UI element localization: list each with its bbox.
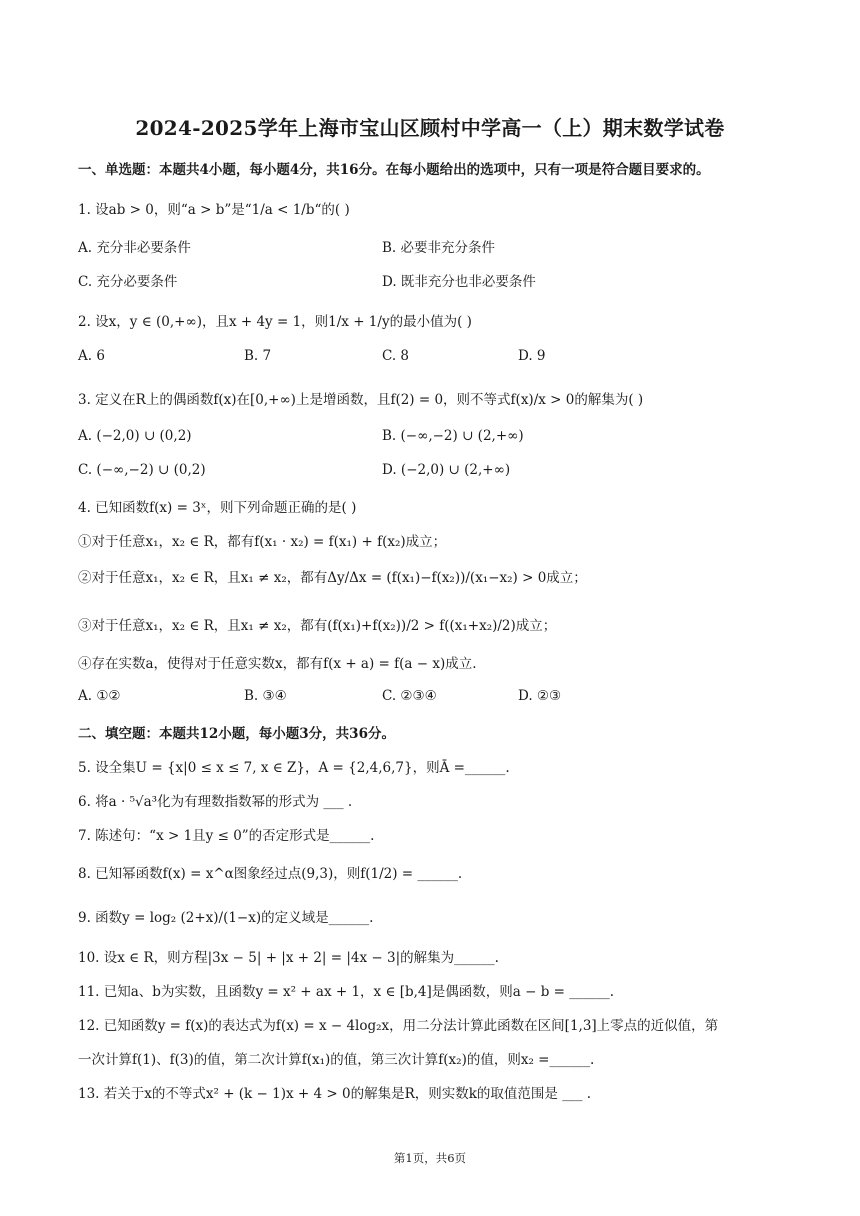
question-2-option-c: C. 8 — [382, 348, 410, 364]
question-6: 6. 将a · ⁵√a³化为有理数指数幂的形式为 ___ . — [78, 794, 353, 810]
question-4-stem: 4. 已知函数f(x) = 3ˣ，则下列命题正确的是( ) — [78, 500, 357, 516]
question-4-option-a: A. ①② — [78, 688, 121, 704]
question-5: 5. 设全集U = {x|0 ≤ x ≤ 7, x ∈ Z}，A = {2,4,6,7}，则Ā =______. — [78, 760, 510, 776]
question-3-stem: 3. 定义在R上的偶函数f(x)在[0,+∞)上是增函数，且f(2) = 0，则不等式f(x)/x > 0的解集为( ) — [78, 392, 644, 408]
section-single-choice-header: 一、单选题：本题共4小题，每小题4分，共16分。在每小题给出的选项中，只有一项是符合题目要求的。 — [78, 162, 710, 178]
question-3-option-a: A. (−2,0) ∪ (0,2) — [78, 428, 192, 444]
question-10: 10. 设x ∈ R，则方程|3x − 5| + |x + 2| = |4x − 3|的解集为______. — [78, 950, 499, 966]
page-title: 2024-2025学年上海市宝山区顾村中学高一（上）期末数学试卷 — [135, 116, 725, 140]
question-1-option-a: A. 充分非必要条件 — [78, 240, 191, 256]
question-9: 9. 函数y = log₂ (2+x)/(1−x)的定义域是______. — [78, 910, 374, 926]
question-8: 8. 已知幂函数f(x) = x^α图象经过点(9,3)，则f(1/2) = ______. — [78, 866, 463, 882]
question-11: 11. 已知a、b为实数，且函数y = x² + ax + 1，x ∈ [b,4]是偶函数，则a − b = ______. — [78, 984, 615, 1000]
question-2-option-b: B. 7 — [244, 348, 272, 364]
question-4-statement-3: ③对于任意x₁，x₂ ∈ R，且x₁ ≠ x₂，都有(f(x₁)+f(x₂))/2 > f((x₁+x₂)/2)成立； — [78, 618, 557, 634]
question-12-line-2: 一次计算f(1)、f(3)的值，第二次计算f(x₁)的值，第三次计算f(x₂)的值，则x₂ =______. — [78, 1052, 595, 1068]
question-1-option-d: D. 既非充分也非必要条件 — [382, 274, 536, 290]
question-2-stem: 2. 设x，y ∈ (0,+∞)，且x + 4y = 1，则1/x + 1/y的最小值为( ) — [78, 314, 472, 330]
question-3-option-b: B. (−∞,−2) ∪ (2,+∞) — [382, 428, 524, 444]
question-1-stem: 1. 设ab > 0，则“a > b”是“1/a < 1/b“的( ) — [78, 202, 350, 218]
page-footer: 第1页，共6页 — [393, 1151, 467, 1165]
question-13: 13. 若关于x的不等式x² + (k − 1)x + 4 > 0的解集是R，则实数k的取值范围是 ___ . — [78, 1086, 592, 1102]
question-4-option-c: C. ②③④ — [382, 688, 437, 704]
question-12-line-1: 12. 已知函数y = f(x)的表达式为f(x) = x − 4log₂x，用二分法计算此函数在区间[1,3]上零点的近似值，第 — [78, 1018, 719, 1034]
question-4-statement-1: ①对于任意x₁，x₂ ∈ R，都有f(x₁ · x₂) = f(x₁) + f(x₂)成立； — [78, 534, 447, 550]
question-4-statement-4: ④存在实数a，使得对于任意实数x，都有f(x + a) = f(a − x)成立. — [78, 656, 477, 672]
question-4-statement-2: ②对于任意x₁，x₂ ∈ R，且x₁ ≠ x₂，都有Δy/Δx = (f(x₁)−f(x₂))/(x₁−x₂) > 0成立； — [78, 570, 587, 586]
section-fill-in-header: 二、填空题：本题共12小题，每小题3分，共36分。 — [78, 726, 395, 742]
question-7: 7. 陈述句：“x > 1且y ≤ 0”的否定形式是______. — [78, 828, 375, 844]
question-4-option-d: D. ②③ — [518, 688, 562, 704]
question-2-option-d: D. 9 — [518, 348, 546, 364]
question-2-option-a: A. 6 — [78, 348, 105, 364]
question-3-option-d: D. (−2,0) ∪ (2,+∞) — [382, 462, 511, 478]
question-1-option-b: B. 必要非充分条件 — [382, 240, 496, 256]
question-1-option-c: C. 充分必要条件 — [78, 274, 178, 290]
question-4-option-b: B. ③④ — [244, 688, 287, 704]
question-3-option-c: C. (−∞,−2) ∪ (0,2) — [78, 462, 206, 478]
